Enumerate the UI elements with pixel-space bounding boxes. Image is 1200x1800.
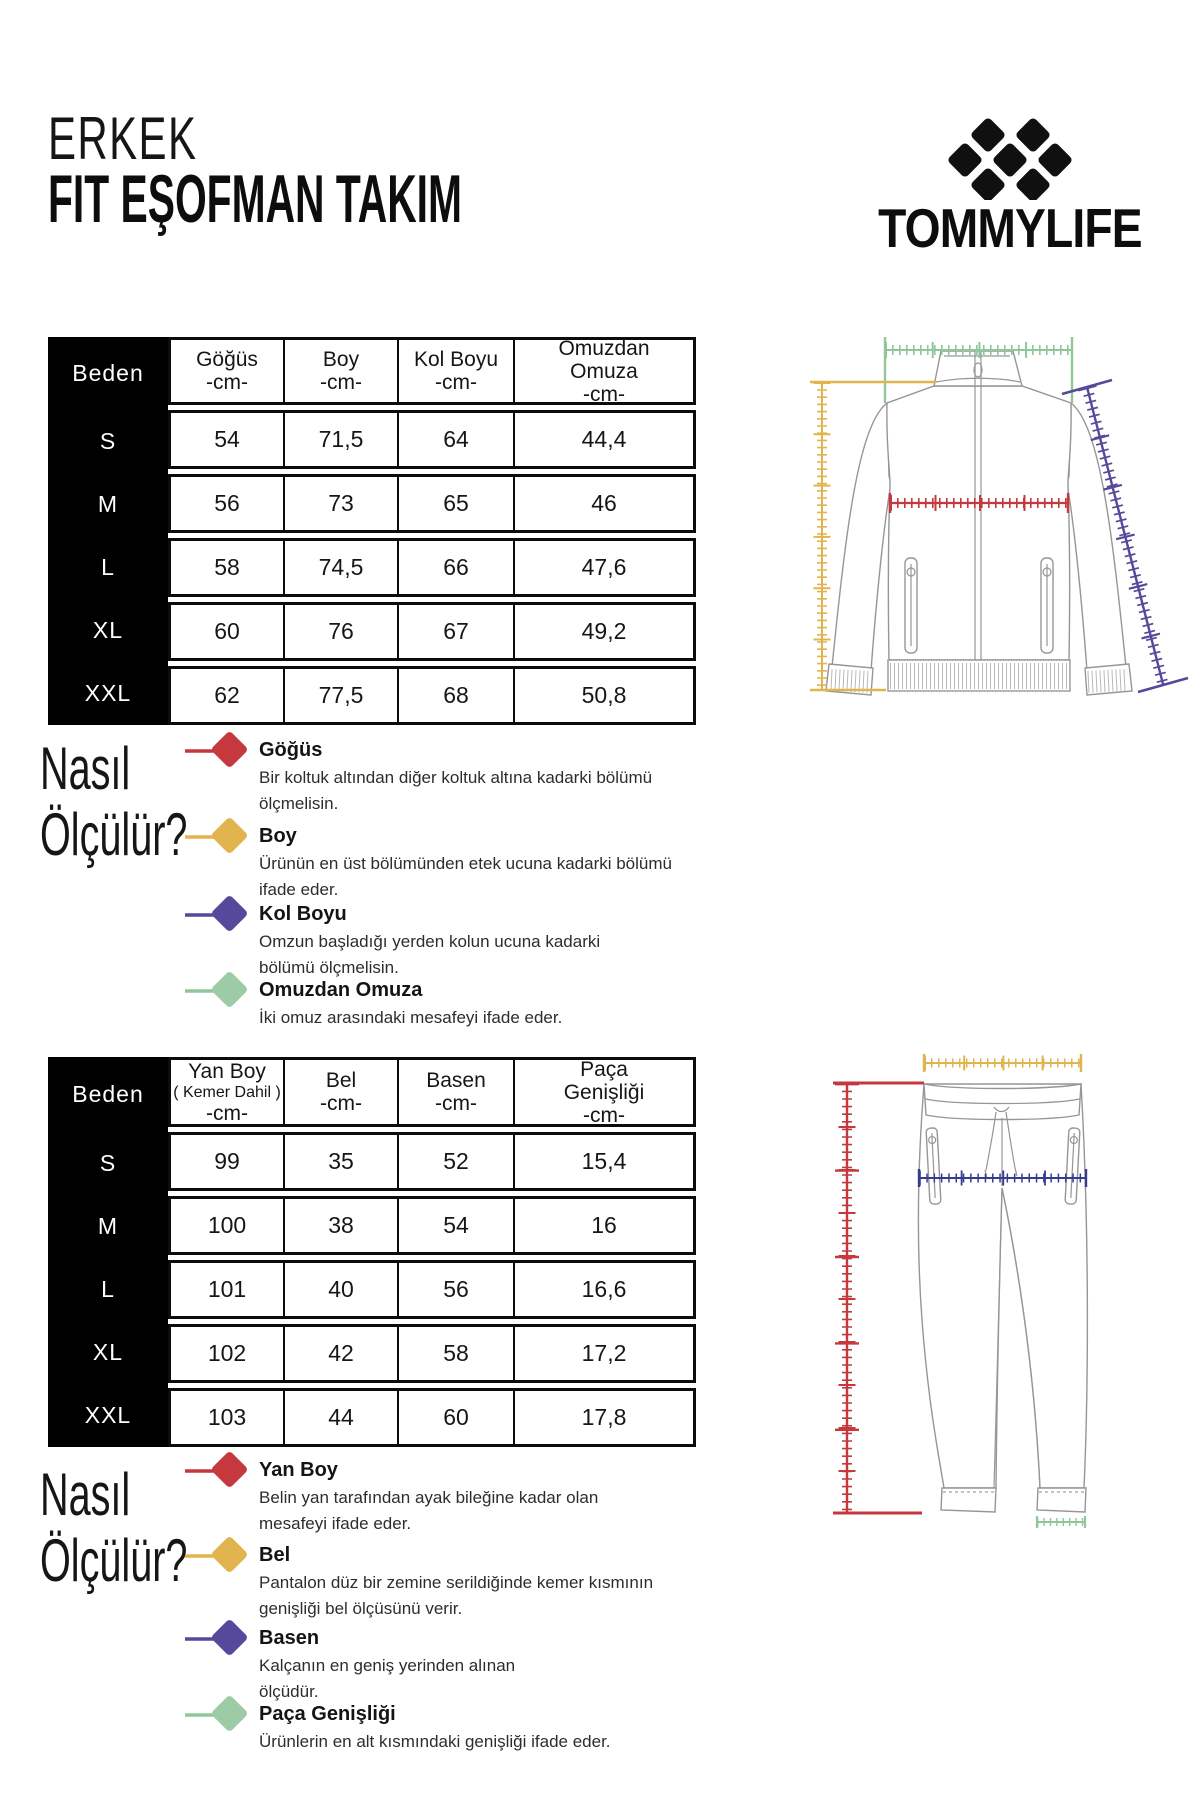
cell: 73 (285, 477, 399, 530)
cell: 77,5 (285, 669, 399, 722)
size-label: L (101, 554, 115, 580)
jacket-illustration (700, 290, 1200, 710)
pants-table-header-row (168, 1057, 696, 1127)
page-title-line2-text: FIT EŞOFMAN TAKIM (48, 161, 463, 237)
how-to-measure-title-top: Nasıl Ölçülür? (40, 735, 188, 868)
jacket-table-header-row (168, 337, 696, 405)
cell: 17,8 (581, 1404, 627, 1430)
cell: 15,4 (581, 1148, 627, 1174)
cell: 103 (171, 1391, 285, 1444)
cell: 56 (171, 477, 285, 530)
size-label: S (99, 1150, 117, 1176)
legend-omuzdan-omuza: Omuzdan Omuza İki omuz arasındaki mesafeyi ifade eder. (183, 978, 562, 1031)
green-diamond-icon (183, 971, 249, 1013)
legend-bel: Bel Pantalon düz bir zemine serildiğinde kemer kısmının genişliği bel ölçüsünü verir. (183, 1543, 653, 1622)
column-header: Omuzdan Omuza -cm- (558, 336, 650, 406)
cell: 101 (171, 1263, 285, 1316)
cell: 67 (399, 605, 515, 658)
brand-name (830, 196, 1190, 260)
column-header: Göğüs -cm- (171, 340, 285, 402)
pants-table-row (168, 1324, 696, 1383)
yellow-diamond-icon (183, 1536, 249, 1578)
pants-size-header: Beden (72, 1081, 144, 1107)
legend-yan-boy: Yan Boy Belin yan tarafından ayak bileğine kadar olan mesafeyi ifade eder. (183, 1458, 598, 1537)
cell: 99 (171, 1135, 285, 1188)
cell: 54 (171, 413, 285, 466)
pants-size-column (48, 1057, 168, 1447)
jacket-table-row (168, 410, 696, 469)
purple-diamond-icon (183, 1619, 249, 1661)
cell: 16 (591, 1212, 617, 1238)
brand-name-text: TOMMYLIFE (878, 197, 1142, 259)
cell: 52 (399, 1135, 515, 1188)
column-header: Boy -cm- (285, 340, 399, 402)
brand-logo-diamonds-icon (935, 100, 1085, 200)
red-diamond-icon (183, 731, 249, 773)
side-length-tape (833, 1083, 924, 1513)
cell: 62 (171, 669, 285, 722)
column-header: Paça Genişliği -cm- (563, 1057, 645, 1127)
cell: 102 (171, 1327, 285, 1380)
column-header: Kol Boyu -cm- (399, 340, 515, 402)
jacket-table-row (168, 474, 696, 533)
cell: 42 (285, 1327, 399, 1380)
cell: 65 (399, 477, 515, 530)
size-label: XL (92, 617, 124, 643)
cell: 76 (285, 605, 399, 658)
jacket-table-row (168, 538, 696, 597)
hem-width-tape (1037, 1516, 1085, 1528)
pants-illustration (700, 1020, 1200, 1580)
cell: 64 (399, 413, 515, 466)
size-label: M (97, 491, 119, 517)
column-header: Basen -cm- (399, 1060, 515, 1124)
pants-table-row (168, 1196, 696, 1255)
legend-gogus: Göğüs Bir koltuk altından diğer koltuk altına kadarki bölümü ölçmelisin. (183, 738, 652, 817)
size-label: L (101, 1276, 115, 1302)
cell: 60 (171, 605, 285, 658)
cell: 74,5 (285, 541, 399, 594)
jacket-size-header: Beden (72, 360, 144, 386)
jacket-measure-columns (168, 337, 696, 725)
cell: 58 (399, 1327, 515, 1380)
cell: 58 (171, 541, 285, 594)
legend-boy: Boy Ürünün en üst bölümünden etek ucuna kadarki bölümü ifade eder. (183, 824, 672, 903)
cell: 60 (399, 1391, 515, 1444)
cell: 66 (399, 541, 515, 594)
legend-kol-boyu: Kol Boyu Omzun başladığı yerden kolun ucuna kadarki bölümü ölçmelisin. (183, 902, 600, 981)
jacket-table-row (168, 602, 696, 661)
purple-diamond-icon (183, 895, 249, 937)
cell: 44 (285, 1391, 399, 1444)
pants-table-row (168, 1388, 696, 1447)
jacket-size-column (48, 337, 168, 725)
size-label: XXL (84, 680, 132, 706)
cell: 46 (591, 490, 617, 516)
waist-tape (924, 1054, 1081, 1072)
cell: 17,2 (581, 1340, 627, 1366)
page-title-line2 (48, 160, 738, 238)
cell: 54 (399, 1199, 515, 1252)
green-diamond-icon (183, 1695, 249, 1737)
cell: 47,6 (581, 554, 627, 580)
pants-measure-columns (168, 1057, 696, 1447)
size-label: S (99, 428, 117, 454)
cell: 35 (285, 1135, 399, 1188)
cell: 56 (399, 1263, 515, 1316)
cell: 38 (285, 1199, 399, 1252)
pants-size-table (48, 1057, 696, 1447)
size-label: M (97, 1213, 119, 1239)
column-header: Yan Boy ( Kemer Dahil ) -cm- (171, 1060, 285, 1124)
cell: 44,4 (581, 426, 627, 452)
jacket-table-row (168, 666, 696, 725)
cell: 50,8 (581, 682, 627, 708)
how-to-measure-title-bottom: Nasıl Ölçülür? (40, 1461, 188, 1594)
pants-table-row (168, 1260, 696, 1319)
cell: 71,5 (285, 413, 399, 466)
cell: 16,6 (581, 1276, 627, 1302)
jacket-size-table (48, 337, 696, 725)
cell: 68 (399, 669, 515, 722)
legend-basen: Basen Kalçanın en geniş yerinden alınan ölçüdür. (183, 1626, 515, 1705)
cell: 49,2 (581, 618, 627, 644)
red-diamond-icon (183, 1451, 249, 1493)
cell: 100 (171, 1199, 285, 1252)
column-header: Bel -cm- (285, 1060, 399, 1124)
legend-paca-genisligi: Paça Genişliği Ürünlerin en alt kısmındaki genişliği ifade eder. (183, 1702, 611, 1755)
size-label: XL (92, 1339, 124, 1365)
size-label: XXL (84, 1402, 132, 1428)
yellow-diamond-icon (183, 817, 249, 859)
page-title-line1-text: ERKEK (48, 105, 198, 172)
cell: 40 (285, 1263, 399, 1316)
pants-table-row (168, 1132, 696, 1191)
